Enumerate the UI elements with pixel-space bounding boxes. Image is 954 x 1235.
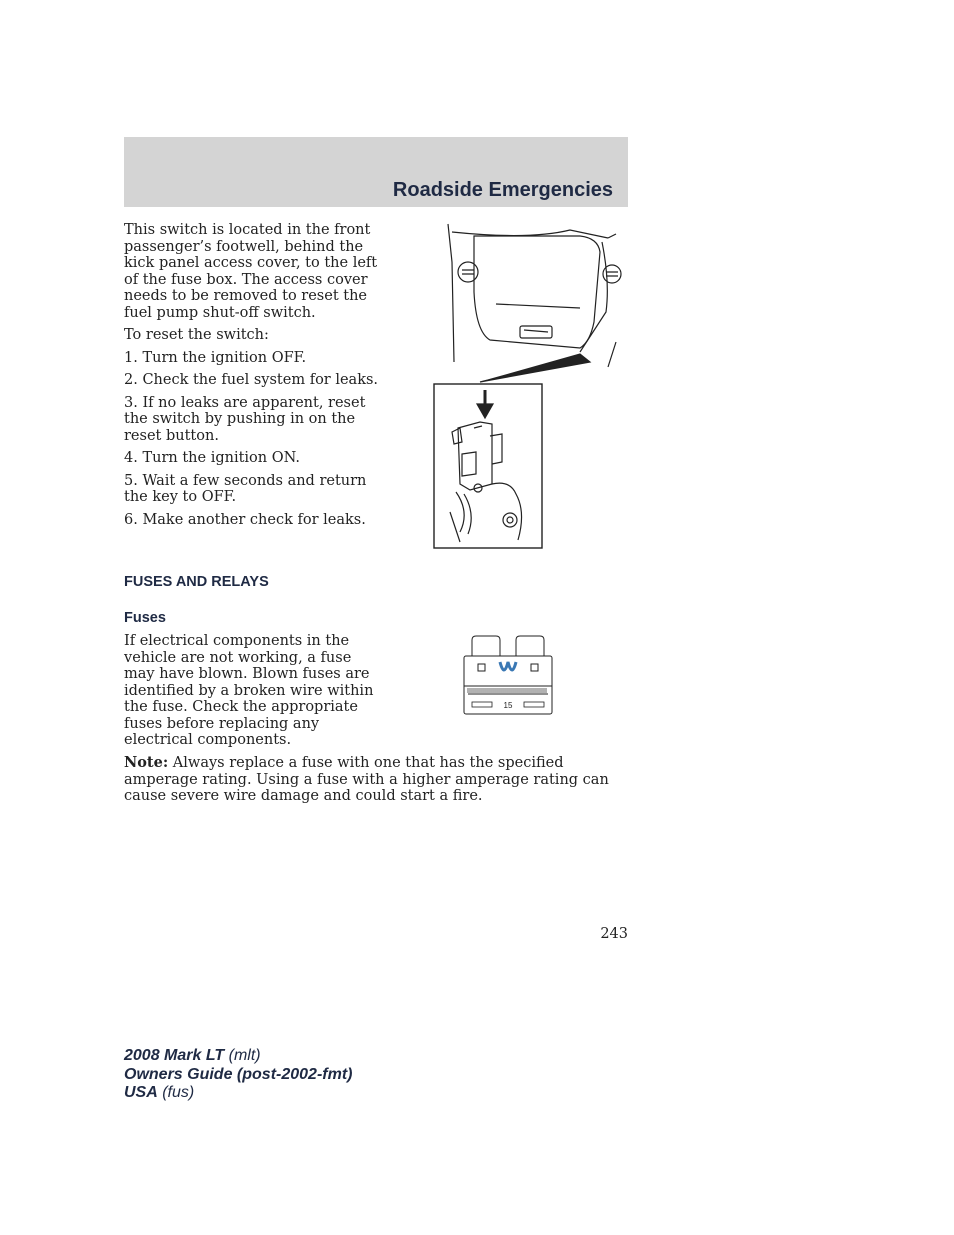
fuses-paragraph (124, 633, 376, 755)
blade-fuse-illustration (460, 634, 556, 716)
note-block (124, 755, 629, 811)
fuel-pump-switch-illustration (430, 222, 630, 552)
page-number: 243 (600, 926, 628, 942)
intro-paragraph: This switch is located in the front passenger’s footwell, behind the kick panel access cover, to the left of the fuse box. The access cover needs to be removed to reset the fuel pump shut-off switch. (124, 222, 378, 321)
footer-model-code: (mlt) (224, 1047, 261, 1064)
intro-lead: To reset the switch: (124, 327, 269, 343)
section-heading: FUSES AND RELAYS (124, 574, 269, 590)
section-subheading: Fuses (124, 610, 166, 626)
step-5: 5. Wait a few seconds and return the key to OFF. (124, 472, 367, 505)
step-4: 4. Turn the ignition ON. (124, 450, 300, 466)
document-footer (124, 1047, 352, 1103)
footer-region-code: (fus) (157, 1084, 195, 1101)
intro-column (124, 222, 379, 534)
footer-guide: Owners Guide (post-2002-fmt) (124, 1065, 353, 1083)
footer-model: 2008 Mark LT (124, 1047, 225, 1064)
section-header-band (124, 137, 628, 207)
note-text: Always replace a fuse with one that has the specified amperage rating. Using a fuse with a higher amperage rating can cause severe wire damage and could start a fire. (124, 755, 609, 804)
step-1: 1. Turn the ignition OFF. (124, 349, 307, 366)
fuse-rating-label: 15 (503, 701, 513, 710)
note-label: Note: (124, 754, 169, 771)
section-title: Roadside Emergencies (392, 179, 613, 201)
footer-region: USA (124, 1084, 158, 1101)
step-3: 3. If no leaks are apparent, reset the switch by pushing in on the reset button. (124, 394, 366, 444)
fuses-paragraph-text: If electrical components in the vehicle are not working, a fuse may have blown. Blown fuses are identified by a broken wire within the fuse. Check the appropriate fuses before replacing any electrical components. (124, 633, 374, 748)
step-6: 6. Make another check for leaks. (124, 511, 366, 528)
step-2: 2. Check the fuel system for leaks. (124, 372, 379, 388)
